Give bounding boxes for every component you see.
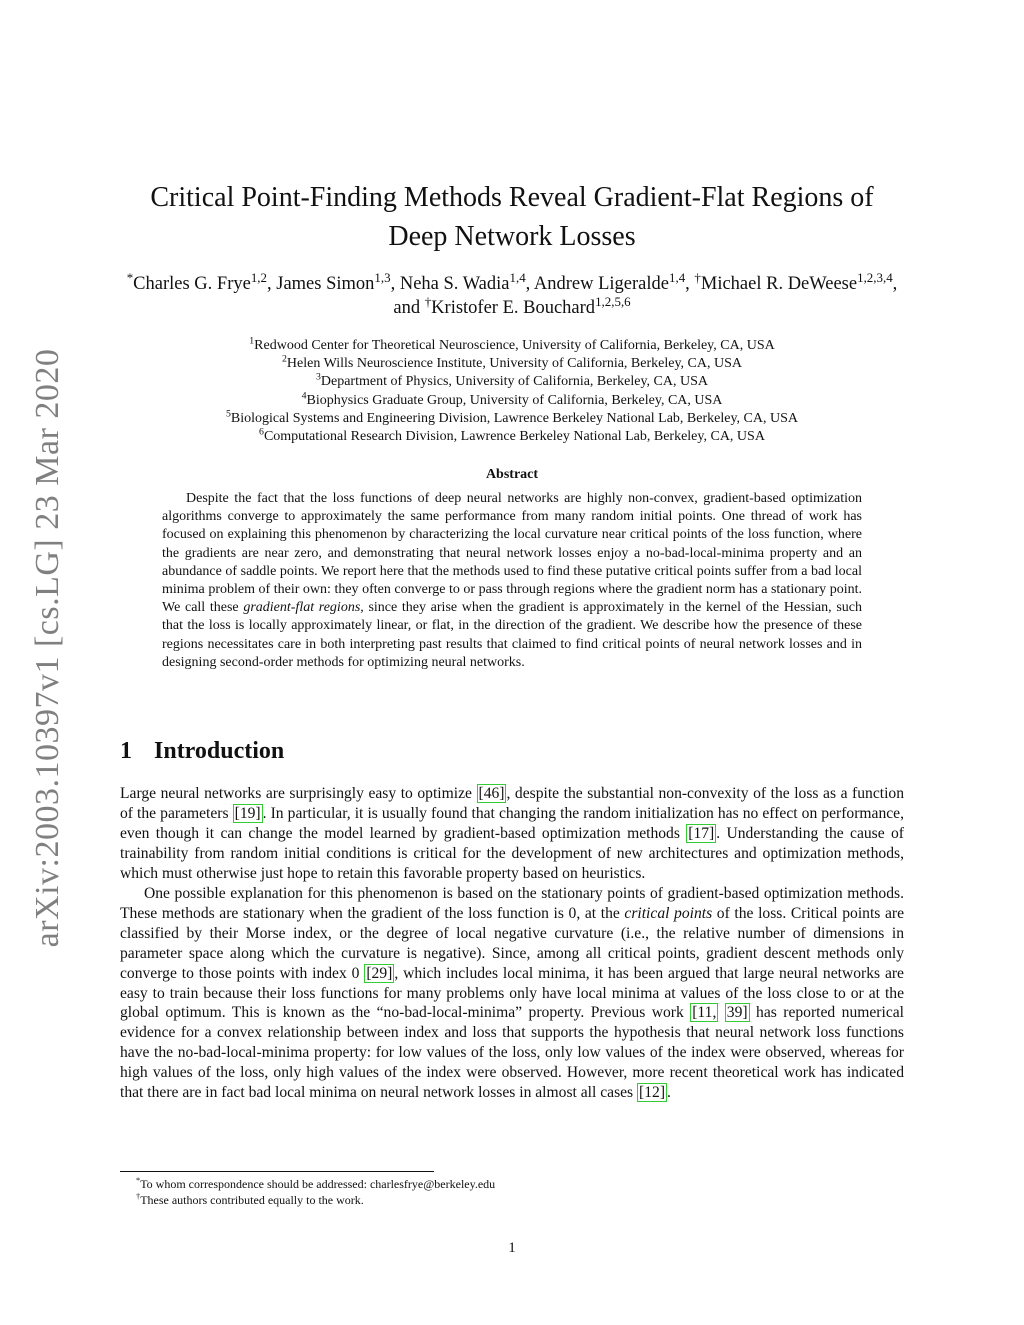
citation-link[interactable]: [17]: [688, 824, 715, 842]
author: Neha S. Wadia$^{1,4}$: [399, 269, 526, 294]
affiliation: $^3$Department of Physics, University of California, Berkeley, CA, USA: [315, 371, 709, 390]
affiliation: $^6$Computational Research Division, Lawrence Berkeley National Lab, Berkeley, CA, USA: [259, 426, 765, 445]
abstract-heading: Abstract: [485, 467, 539, 482]
paragraph: Large neural networks are surprisingly easy to optimize [46] , despite the substantial non-convexity of the loss as a function of the parameters [19] . In particular, it is usually found that changing the random initialization has no effect on performance, even though it can change the model learned by gradient-based optimization methods [17] . Understanding the cause of trainability from random initial conditions is critical for the development of new architectures and optimization methods, which must otherwise just hope to retain this favorable property based on heuristics.: [120, 785, 904, 882]
author: *Charles G. Frye$^{1,2}$: [126, 269, 267, 294]
emphasis: critical points: [624, 904, 713, 922]
affiliation-list: [120, 337, 904, 446]
emphasis: gradient-flat regions: [243, 600, 361, 616]
citation-link[interactable]: 39]: [726, 1004, 748, 1022]
author: †Kristofer E. Bouchard$^{1,2,5,6}$: [424, 293, 631, 318]
title-line-2: Deep Network Losses: [388, 221, 636, 252]
affiliation: $^1$Redwood Center for Theoretical Neuroscience, University of California, Berkeley, CA, USA: [249, 335, 775, 353]
paragraph: One possible explanation for this phenomenon is based on the stationary points of gradient-based optimization methods. These methods are stationary when the gradient of the loss function is 0, at the critical points of the loss. Critical points are classified by their Morse index, or the degree of local negative curvature (i.e., the relative number of dimensions in parameter space along which the curvature is negative). Since, among all critical points, gradient descent methods only converge to those points with index 0 [29] , which includes local minima, it has been argued that large neural networks are easy to train because their loss functions for many problems only have local minima at values of the loss close to or at the global optimum. This is known as the “no-bad-local-minima” property. Previous work [11, 39] has reported numerical evidence for a convex relationship between index and loss that supports the hypothesis that neural network loss functions have the no-bad-local-minima property: for low values of the loss, only low values of the index were observed, whereas for high values of the loss, only high values of the index were observed. However, more recent theoretical work has indicated that there are in fact bad local minima on neural network losses in almost all cases [12] .: [120, 884, 905, 1102]
citation-link[interactable]: [11,: [692, 1004, 717, 1022]
footnote-divider: [120, 1171, 434, 1172]
section-number: 1: [120, 738, 132, 764]
title-line-1: Critical Point-Finding Methods Reveal Gradient-Flat Regions of: [150, 182, 874, 213]
section-heading: [120, 738, 284, 765]
citation-link[interactable]: [19]: [234, 804, 261, 822]
page-number: 1: [508, 1240, 516, 1256]
section-title: Introduction: [154, 738, 285, 764]
affiliation: $^2$Helen Wills Neuroscience Institute, University of California, Berkeley, CA, USA: [281, 353, 742, 372]
footnote: †These authors contributed equally to the work.: [136, 1192, 364, 1207]
affiliation: $^4$Biophysics Graduate Group, University of California, Berkeley, CA, USA: [301, 389, 723, 408]
introduction-body: [120, 784, 904, 1103]
footnote: *To whom correspondence should be addressed: charlesfrye@berkeley.edu: [136, 1176, 496, 1191]
abstract-text: Despite the fact that the loss functions of deep neural networks are highly non-convex, gradient-based optimization algorithms converge to approximately the same performance from many random initial points. One thread of work has focused on explaining this phenomenon by characterizing the local curvature near critical points of the loss function, where the gradients are near zero, and demonstrating that neural network losses enjoy a no-bad-local-minima property and an abundance of saddle points. We report here that the methods used to find these putative critical points suffer from a bad local minima problem of their own: they often converge to or pass through regions where the gradient norm has a stationary point. We call these gradient-flat regions, since they arise when the gradient is approximately in the kernel of the Hessian, such that the loss is locally approximately linear, or flat, in the direction of the gradient. We describe how the presence of these regions necessitates care in both interpreting past results that claimed to find critical points of neural network losses and in designing second-order methods for optimizing neural networks.: [162, 491, 862, 670]
author: James Simon$^{1,3}$: [276, 269, 391, 294]
author: Andrew Ligeralde$^{1,4}$: [533, 269, 686, 294]
citation-link[interactable]: [29]: [366, 964, 393, 982]
paper-title: [120, 178, 904, 256]
author-list: *Charles G. Frye$^{1,2}$, James Simon$^{1,3}$, Neha S. Wadia$^{1,4}$, Andrew Ligeralde$^{1,4}$, †Michael R. DeWeese$^{1,2,3,4}$, and †Kristofer E. Bouchard$^{1,2,5,6}$: [126, 269, 898, 318]
arxiv-identifier: arXiv:2003.10397v1 [cs.LG] 23 Mar 2020: [29, 348, 66, 948]
affiliation: $^5$Biological Systems and Engineering Division, Lawrence Berkeley National Lab, Berkeley, CA, USA: [225, 408, 799, 426]
citation-link[interactable]: [12]: [639, 1084, 666, 1102]
citation-link[interactable]: [46]: [478, 785, 505, 802]
author: †Michael R. DeWeese$^{1,2,3,4}$: [694, 269, 893, 294]
footnotes: [120, 1176, 904, 1208]
